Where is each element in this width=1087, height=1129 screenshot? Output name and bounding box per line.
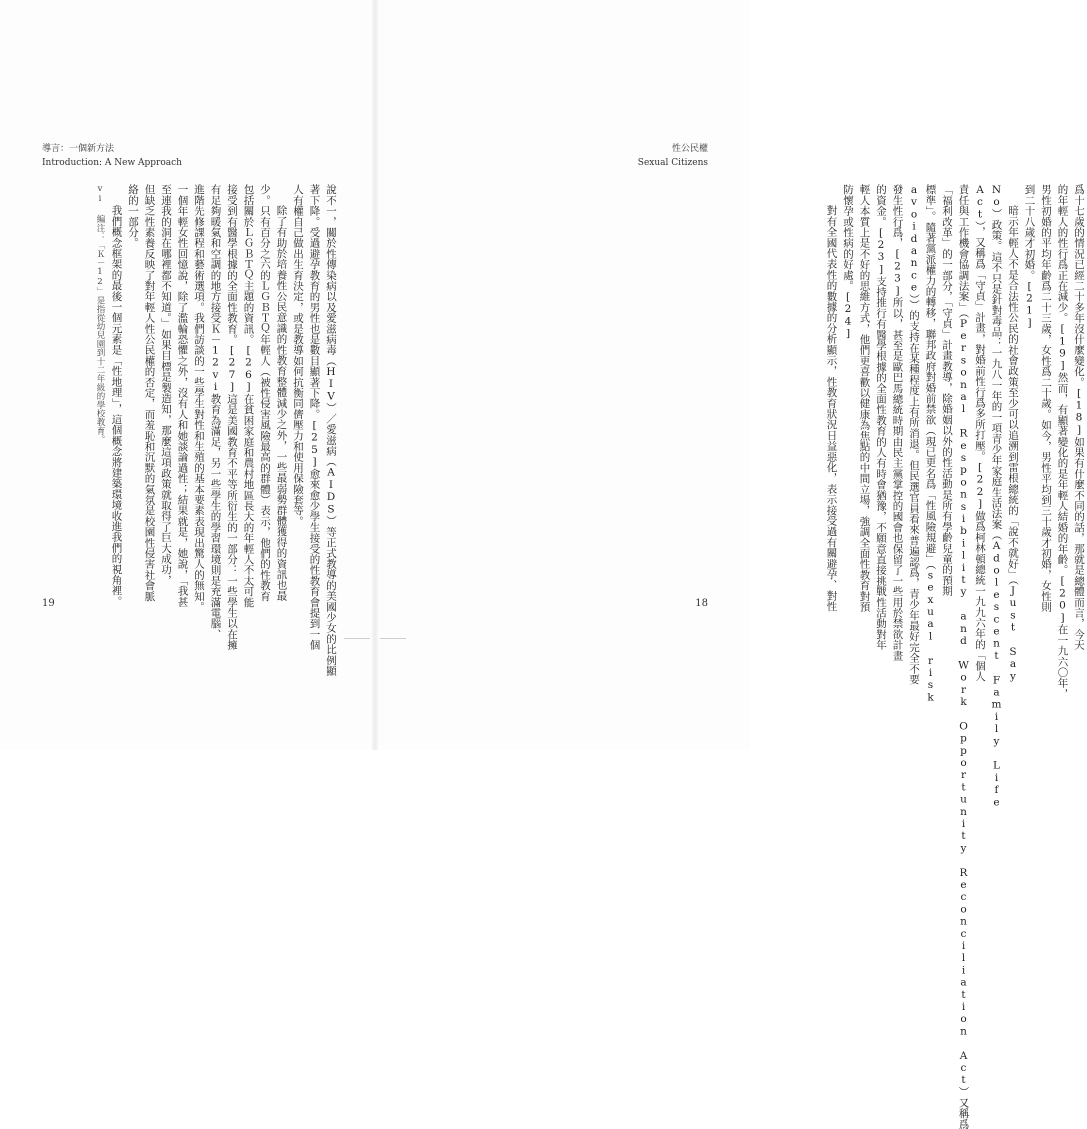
text-column: 少。只有百分之六的ＬＧＢＴＱ年輕人（被性侵害風險最高的群體）表示，他們的性教育 <box>257 184 274 584</box>
right-page-number: 18 <box>695 598 708 609</box>
text-column: No）政策。這不只是針對毒品：一九八一年的一項青少年家庭生活法案（Adolescent Family Life <box>988 184 1005 584</box>
text-column: 對有全國代表性的數據的分析顯示，性教育狀況日益惡化，表示接受過有關避孕、對性 <box>823 184 840 584</box>
text-column: 責任與工作機會協調法案」（Personal Responsibility and Work Opportunity Reconciliation Act）又稱爲 <box>955 184 972 584</box>
text-column: 暗示年輕人不是合法性公民的社會政策至少可以追溯到雷根總統的「說不就好」（Just Say <box>1005 184 1022 584</box>
left-running-header <box>42 142 182 170</box>
text-column: Act），又稱爲「守貞」計畫，對婚前性行爲多所打壓。[22]做爲柯林頓總統一九九六年的「個人 <box>972 184 989 584</box>
text-column: 男性初婚的平均年齡爲二十三歲，女性爲二十歲。如今，男性平均到三十歲才初婚，女性則 <box>1038 184 1055 584</box>
text-column: 爲十七歲的情況已經二十多年沒什麼變化。[18]如果有什麼不同的話，那就是總體而言，今天 <box>1071 184 1087 584</box>
right-page <box>375 0 750 750</box>
text-column: avoidance））的支持在某種程度上有所消退。但民選官員看來普遍認爲，青少年最好完全不要 <box>906 184 923 584</box>
right-header-title-cn: 性公民權 <box>638 142 708 156</box>
footnote-text: 編注：「Ｋ－12」是指從幼兒園到十二年級的學校教育。 <box>95 215 105 444</box>
scroll-indicator-right <box>380 638 406 639</box>
text-column: 說不一，關於性傳染病以及愛滋病毒（HIV）／愛滋病（AIDS）等正式教導的美國少女的比例顯 <box>323 184 340 584</box>
left-page-number: 19 <box>42 598 55 609</box>
text-column: 接受到有醫學根據的全面性教育。[27]這是美國教育不平等所衍生的一部分：一些學生以在擁 <box>224 184 241 584</box>
text-column: 「福利改革」的一部分，「守貞」計畫教導，除婚姻以外的性活動是所有學齡兒童的預期 <box>939 184 956 584</box>
right-header-title-en: Sexual Citizens <box>638 156 708 170</box>
text-column: 的年輕人的性行爲正在減少。[19]然而，有顯著變化的是年輕人結婚的年齡。[20]在一九六〇年， <box>1054 184 1071 584</box>
text-column: 我們概念框架的最後一個元素是「性地理」，這個概念將建築環境收進我們的視角裡。 <box>108 184 125 584</box>
text-column: 著下降。受過避孕教育的男性也是數目顯著下降。[25]愈來愈少學生接受的性教育會提到一個 <box>306 184 323 584</box>
book-spread <box>0 0 750 750</box>
left-header-title-cn: 導言：一個新方法 <box>42 142 182 156</box>
footnote-marker: vi <box>95 184 105 215</box>
left-header-title-en: Introduction: A New Approach <box>42 156 182 170</box>
right-text-columns <box>790 184 1087 584</box>
text-column: 有足夠暖氣和空調的地方接受Ｋ－12vi教育為滿足，另一些學生的學習環境則是充滿電腦、 <box>207 184 224 584</box>
text-column: 除了有助於培養性公民意識的性教育整體減少之外，一些最弱勢群體獲得的資訊也最 <box>273 184 290 584</box>
text-column: 發生性行爲，[23]所以，甚至是歐巴馬總統時期由民主黨掌控的國會也保留了一些用於禁欲計畫 <box>889 184 906 584</box>
text-column: 包括關於ＬＧＢＴＱ主題的資訊。[26]在貧困家庭和農村地區長大的年輕人不太可能 <box>240 184 257 584</box>
left-page <box>0 0 375 750</box>
right-running-header <box>638 142 708 170</box>
text-column: 絡的一部分。 <box>125 184 142 584</box>
text-column: 進階先修課程和藝術選項。我們訪談的一些學生對性和生殖的基本要素表現出驚人的無知。 <box>191 184 208 584</box>
text-column: 的資金。[23]支持推行有醫學根據的全面性教育的人有時會猶豫，不願意直接挑戰性活動對年 <box>873 184 890 584</box>
text-column: 輕人本質上是不好的思維方式，他們更喜歡以健康為焦點的中間立場，強調全面性教育對預 <box>856 184 873 584</box>
scroll-indicator-left <box>344 638 370 639</box>
text-column: 到二十八歲才初婚。[21] <box>1021 184 1038 584</box>
footnote <box>92 184 109 584</box>
text-column: 一個年輕女性回憶說，除了濫輪恐懼之外，沒有人和她談論過性；結果就是，她說，「我甚 <box>174 184 191 584</box>
book-gutter <box>372 0 378 750</box>
text-column: 至連我的洞在哪裡都不知道。」如果目標是製造知，那麼這項政策就取得了巨大成功， <box>158 184 175 584</box>
left-text-columns <box>42 184 339 584</box>
text-column: 但缺乏性素養反映了對年輕人性公民權的否定，而羞恥和沉默的氣氛是校園性侵害社會脈 <box>141 184 158 584</box>
text-column: 人有權自己做出生育決定，或是教導如何抗衡同儕壓力和使用保險套等。 <box>290 184 307 584</box>
text-column: 防懷孕或性病的好處。[24] <box>840 184 857 584</box>
text-column: 標準」。隨著黨派權力的轉移，聯邦政府對婚前禁欲（現已更名爲「性風險規避」（sexual risk <box>922 184 939 584</box>
